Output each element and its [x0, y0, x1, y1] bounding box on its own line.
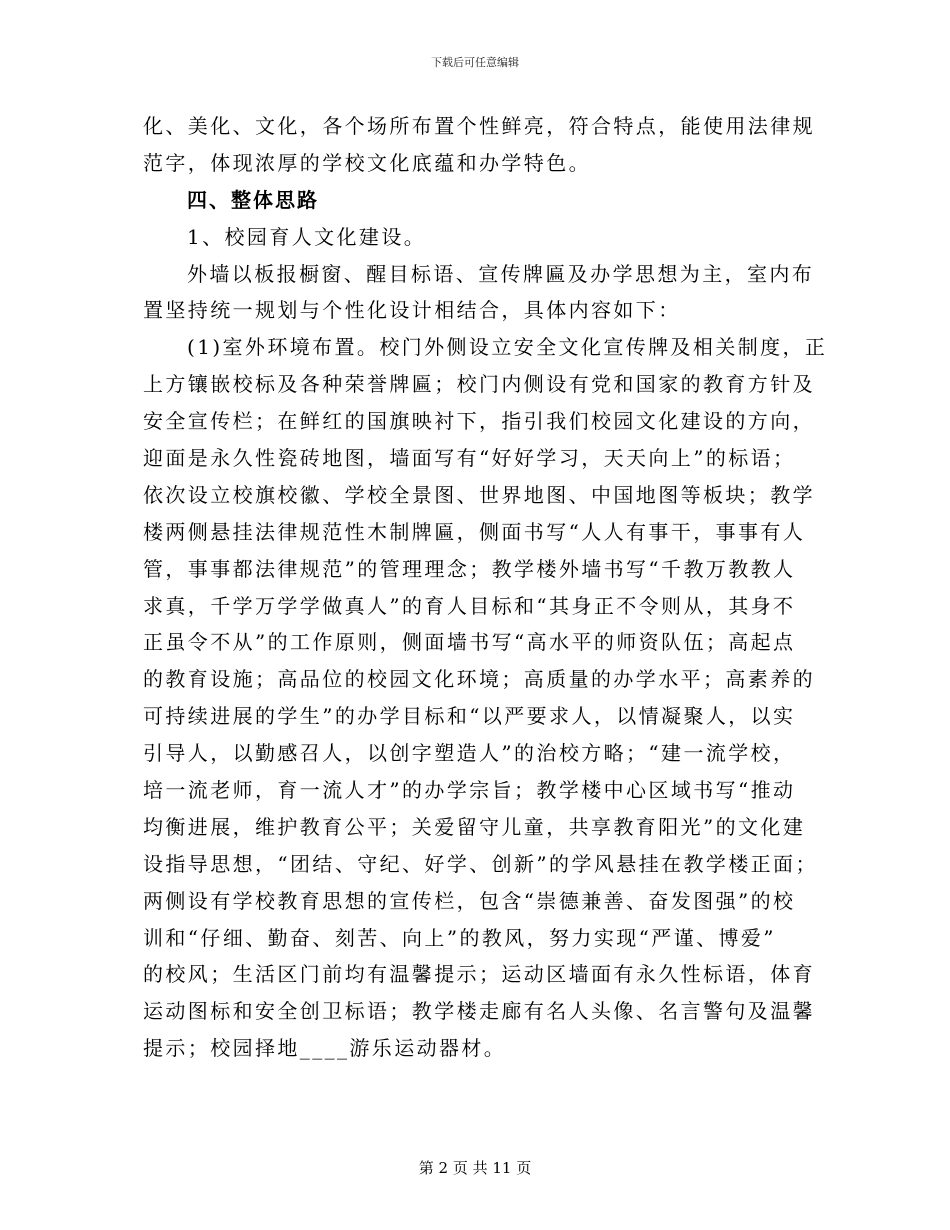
text-line: 迎面是永久性瓷砖地图，墙面写有“好好学习，天天向上”的标语； — [143, 446, 796, 471]
text-line: 引导人，以勤感召人，以创字塑造人”的治校方略；“建一流学校， — [143, 741, 796, 766]
text-line: 置坚持统一规划与个性化设计相结合，具体内容如下： — [143, 298, 681, 323]
text-line: 1、校园育人文化建设。 — [187, 224, 427, 249]
text-line: 依次设立校旗校徽、学校全景图、世界地图、中国地图等板块；教学 — [143, 482, 815, 507]
text-line: 训和“仔细、勤奋、刻苦、向上”的教风，努力实现“严谨、博爱” — [143, 925, 776, 950]
text-line: 安全宣传栏；在鲜红的国旗映衬下，指引我们校园文化建设的方向， — [143, 409, 815, 434]
text-line: 可持续进展的学生”的办学目标和“以严要求人，以情凝聚人，以实 — [143, 704, 796, 729]
text-line: 管，事事都法律规范”的管理理念；教学楼外墙书写“千教万教教人 — [143, 556, 796, 581]
text-line: 运动图标和安全创卫标语；教学楼走廊有名人头像、名言警句及温馨 — [143, 999, 815, 1024]
text-line: 设指导思想，“团结、守纪、好学、创新”的学风悬挂在教学楼正面； — [143, 851, 818, 876]
text-line: 正虽令不从”的工作原则，侧面墙书写“高水平的师资队伍；高起点 — [143, 630, 796, 655]
text-line: 提示；校园择地____游乐运动器材。 — [143, 1036, 507, 1061]
header-note: 下载后可任意编辑 — [431, 56, 519, 69]
text-line: 的教育设施；高品位的校园文化环境；高质量的办学水平；高素养的 — [143, 667, 815, 692]
text-line: 化、美化、文化，各个场所布置个性鲜亮，符合特点，能使用法律规 — [143, 114, 815, 138]
section-heading: 四、整体思路 — [187, 187, 319, 212]
text-line: 外墙以板报橱窗、醒目标语、宣传牌匾及办学思想为主，室内布 — [187, 261, 815, 286]
text-line: 培一流老师，育一流人才”的办学宗旨；教学楼中心区域书写“推动 — [143, 778, 796, 803]
text-line: 的校风；生活区门前均有温馨提示；运动区墙面有永久性标语，体育 — [143, 962, 815, 987]
text-line: 两侧设有学校教育思想的宣传栏，包含“崇德兼善、奋发图强”的校 — [143, 888, 796, 913]
text-line: (1)室外环境布置。校门外侧设立安全文化宣传牌及相关制度，正 — [187, 335, 828, 360]
document-body — [143, 108, 828, 1067]
page-footer: 第 2 页 共 11 页 — [418, 1159, 532, 1177]
text-line: 楼两侧悬挂法律规范性木制牌匾，侧面书写“人人有事干，事事有人 — [143, 519, 806, 544]
text-line: 上方镶嵌校标及各种荣誉牌匾；校门内侧设有党和国家的教育方针及 — [143, 372, 815, 397]
text-line: 范字，体现浓厚的学校文化底蕴和办学特色。 — [143, 150, 591, 175]
text-line: 求真，千学万学学做真人”的育人目标和“其身正不令则从，其身不 — [143, 593, 796, 618]
text-line: 均衡进展，维护教育公平；关爱留守儿童，共享教育阳光”的文化建 — [143, 814, 806, 839]
